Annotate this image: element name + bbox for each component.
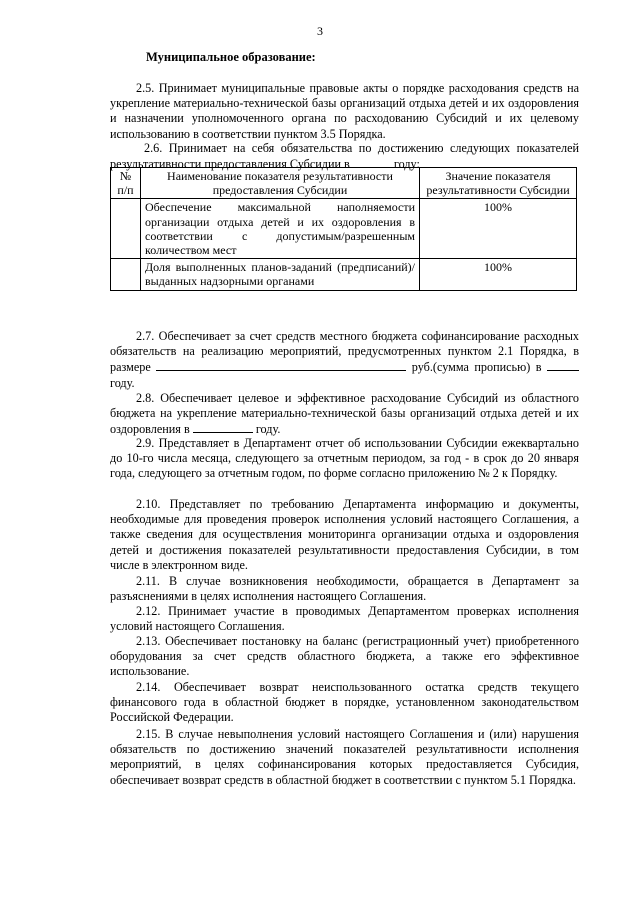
- header-indicator-value: Значение показателя результативности Субсидии: [420, 168, 577, 199]
- row-indicator-value: 100%: [420, 199, 577, 259]
- section-heading: Муниципальное образование:: [146, 50, 316, 64]
- row-indicator-name: Доля выполненных планов-заданий (предписаний)/выданных надзорными органами: [141, 259, 420, 290]
- paragraph-2-10: 2.10. Представляет по требованию Департамента информацию и документы, необходимые для проведения проверок исполнения условий настоящего Соглашения, а также сведения для осуществления мониторинга организации отдыха и оздоровления детей и достижения показателей результативности предоставления Субсидии, в том числе в электронном виде.: [110, 497, 579, 572]
- paragraph-2-7: [110, 329, 579, 391]
- paragraph-2-6-text: 2.6. Принимает на себя обязательства по достижению следующих показателей результативности предоставления Субсидии в: [110, 141, 579, 172]
- paragraph-2-5: 2.5. Принимает муниципальные правовые акты о порядке расходования средств на укрепление материально-технической базы организаций отдыха детей и их оздоровления и назначении уполномоченного органа по расходованию Субсидий и их целевому использованию в соответствии пунктом 3.5 Порядка.: [110, 81, 579, 141]
- paragraph-2-11: 2.11. В случае возникновения необходимости, обращается в Департамент за разъяснениями в целях исполнения настоящего Соглашения.: [110, 574, 579, 604]
- page-number: 3: [317, 24, 323, 38]
- paragraph-2-7-text: 2.7. Обеспечивает за счет средств местного бюджета софинансирование расходных обязательств на реализацию мероприятий, предусмотренных пунктом 2.1 Порядка, в размере: [110, 329, 579, 375]
- header-num: № п/п: [111, 168, 141, 199]
- paragraph-2-8: [110, 391, 579, 438]
- amount-blank: [156, 359, 406, 371]
- year-blank: [547, 359, 579, 371]
- table-row: [111, 259, 577, 290]
- paragraph-2-9: 2.9. Представляет в Департамент отчет об использовании Субсидии ежеквартально до 10-го числа месяца, следующего за отчетным периодом, за год - в срок до 20 января года, следующего за отчетным годом, по форме согласно приложению № 2 к Порядку.: [110, 436, 579, 481]
- paragraph-2-8-tail: году.: [255, 422, 281, 437]
- year-blank: [193, 421, 253, 433]
- paragraph-2-7-currency: руб.(сумма прописью) в: [411, 360, 542, 375]
- paragraph-2-7-tail: году.: [110, 375, 135, 390]
- row-indicator-value: 100%: [420, 259, 577, 290]
- row-num: [111, 259, 141, 290]
- paragraph-2-14: 2.14. Обеспечивает возврат неиспользованного остатка средств текущего финансового года в областной бюджет в порядке, установленном законодательством Российской Федерации.: [110, 680, 579, 725]
- table-header-row: [111, 168, 577, 199]
- paragraph-2-12: 2.12. Принимает участие в проводимых Департаментом проверках исполнения условий настоящего Соглашения.: [110, 604, 579, 634]
- paragraph-2-15: 2.15. В случае невыполнения условий настоящего Соглашения и (или) нарушения обязательств по достижению значений показателей результативности исполнения мероприятий, в целях софинансирования которых предоставляется Субсидия, обеспечивает возврат средств в областной бюджет в соответствии с пунктом 5.1 Порядка.: [110, 727, 579, 787]
- row-num: [111, 199, 141, 259]
- paragraph-2-13: 2.13. Обеспечивает постановку на баланс (регистрационный учет) приобретенного оборудования за счет средств областного бюджета, а также его эффективное использование.: [110, 634, 579, 679]
- paragraph-2-6-tail: году:: [393, 157, 420, 172]
- table-row: [111, 199, 577, 259]
- paragraph-2-8-text: 2.8. Обеспечивает целевое и эффективное расходование Субсидий из областного бюджета на укрепление материально-технической базы организаций отдыха детей и их оздоровления в: [110, 391, 579, 437]
- row-indicator-name: Обеспечение максимальной наполняемости организации отдыха детей и их оздоровления в соответствии с допустимым/разрешенным количеством мест: [141, 199, 420, 259]
- header-indicator-name: Наименование показателя результативности предоставления Субсидии: [141, 168, 420, 199]
- indicators-table: [110, 167, 577, 291]
